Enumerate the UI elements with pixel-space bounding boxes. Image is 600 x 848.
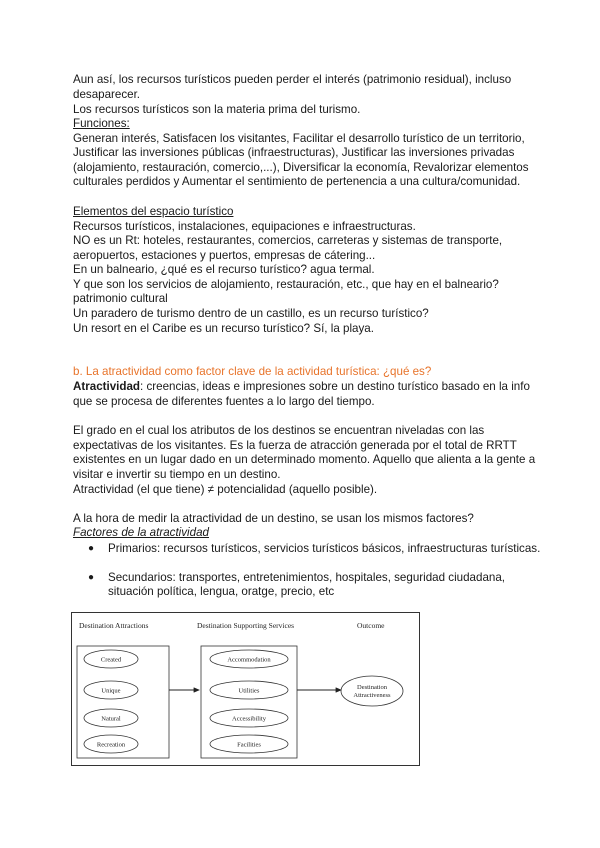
- text-line: que se procesa de diferentes fuentes a lo largo del tiempo.: [73, 395, 375, 408]
- text-line: desaparecer.: [73, 88, 141, 101]
- col2-header: Destination Supporting Services: [197, 621, 295, 630]
- text-line: (alojamiento, restauración, comercio,...), Diversificar la economía, Revalorizar elementos: [73, 161, 529, 174]
- service-accommodation: Accommodation: [227, 656, 271, 664]
- outcome-oval: [341, 676, 403, 706]
- attraction-unique: Unique: [101, 687, 121, 695]
- text-line: Atractividad (el que tiene) ≠ potencialidad (aquello posible).: [73, 483, 378, 496]
- text-line: Aun así, los recursos turísticos pueden perder el interés (patrimonio residual), incluso: [73, 73, 512, 86]
- elementos-heading: Elementos del espacio turístico: [73, 205, 234, 218]
- text-line: expectativas de los visitantes. Es la fuerza de atracción generada por el total de RRTT: [73, 439, 517, 452]
- atractividad-definition: : creencias, ideas e impresiones sobre un destino turístico basado en la info: [140, 380, 530, 393]
- text-line: existentes en un lugar dado en un determinado momento. Aquello que alienta a la gente a: [73, 453, 536, 466]
- text-line: Un resort en el Caribe es un recurso turístico? Sí, la playa.: [73, 322, 374, 335]
- section-b-heading: b. La atractividad como factor clave de la actividad turística: ¿qué es?: [73, 365, 432, 378]
- text-line: patrimonio cultural: [73, 292, 168, 305]
- list-item-continuation: situación política, lengua, oratge, precio, etc: [108, 585, 335, 598]
- list-item: Primarios: recursos turísticos, servicios turísticos básicos, infraestructuras turísticas.: [108, 542, 541, 555]
- col3-header: Outcome: [357, 621, 385, 630]
- col1-header: Destination Attractions: [79, 621, 149, 630]
- outcome-line1: Destination: [357, 684, 387, 691]
- attraction-recreation: Recreation: [96, 741, 126, 749]
- service-facilities: Facilities: [237, 741, 261, 749]
- funciones-heading: Funciones:: [73, 117, 130, 130]
- atractividad-term: Atractividad: [73, 380, 141, 393]
- destination-attractiveness-diagram: [71, 612, 420, 766]
- text-line: A la hora de medir la atractividad de un destino, se usan los mismos factores?: [73, 512, 474, 525]
- text-line: Generan interés, Satisfacen los visitantes, Facilitar el desarrollo turístico de un territorio,: [73, 132, 525, 145]
- text-line: culturales perdidos y Aumentar el sentimiento de pertenencia a una cultura/comunidad.: [73, 175, 521, 188]
- text-line: En un balneario, ¿qué es el recurso turístico? agua termal.: [73, 263, 375, 276]
- text-line: Justificar las inversiones públicas (infraestructuras), Justificar las inversiones privadas: [73, 146, 515, 159]
- text-line: Y que son los servicios de alojamiento, restauración, etc., que hay en el balneario?: [73, 278, 499, 291]
- service-utilities: Utilities: [238, 687, 260, 695]
- attraction-created: Created: [100, 656, 122, 664]
- text-line: Los recursos turísticos son la materia prima del turismo.: [73, 103, 361, 116]
- text-line: [73, 379, 530, 394]
- text-line: El grado en el cual los atributos de los destinos se encuentran niveladas con las: [73, 424, 485, 437]
- text-line: aeropuertos, estaciones y puertos, empresas de cátering...: [73, 249, 376, 262]
- text-line: visitar e invertir su tiempo en un destino.: [73, 468, 281, 481]
- text-line: NO es un Rt: hoteles, restaurantes, comercios, carreteras y sistemas de transporte,: [73, 234, 503, 247]
- service-accessibility: Accessibility: [232, 715, 266, 723]
- list-item: Secundarios: transportes, entretenimientos, hospitales, seguridad ciudadana,: [108, 571, 506, 584]
- text-line: Recursos turísticos, instalaciones, equipaciones e infraestructuras.: [73, 220, 416, 233]
- outcome-line2: Attractiveness: [353, 692, 391, 699]
- attraction-natural: Natural: [101, 715, 121, 723]
- text-line: Un paradero de turismo dentro de un castillo, es un recurso turístico?: [73, 307, 429, 320]
- bullet-icon: ●: [88, 572, 95, 583]
- bullet-icon: ●: [88, 543, 95, 554]
- factores-heading: Factores de la atractividad: [73, 526, 209, 539]
